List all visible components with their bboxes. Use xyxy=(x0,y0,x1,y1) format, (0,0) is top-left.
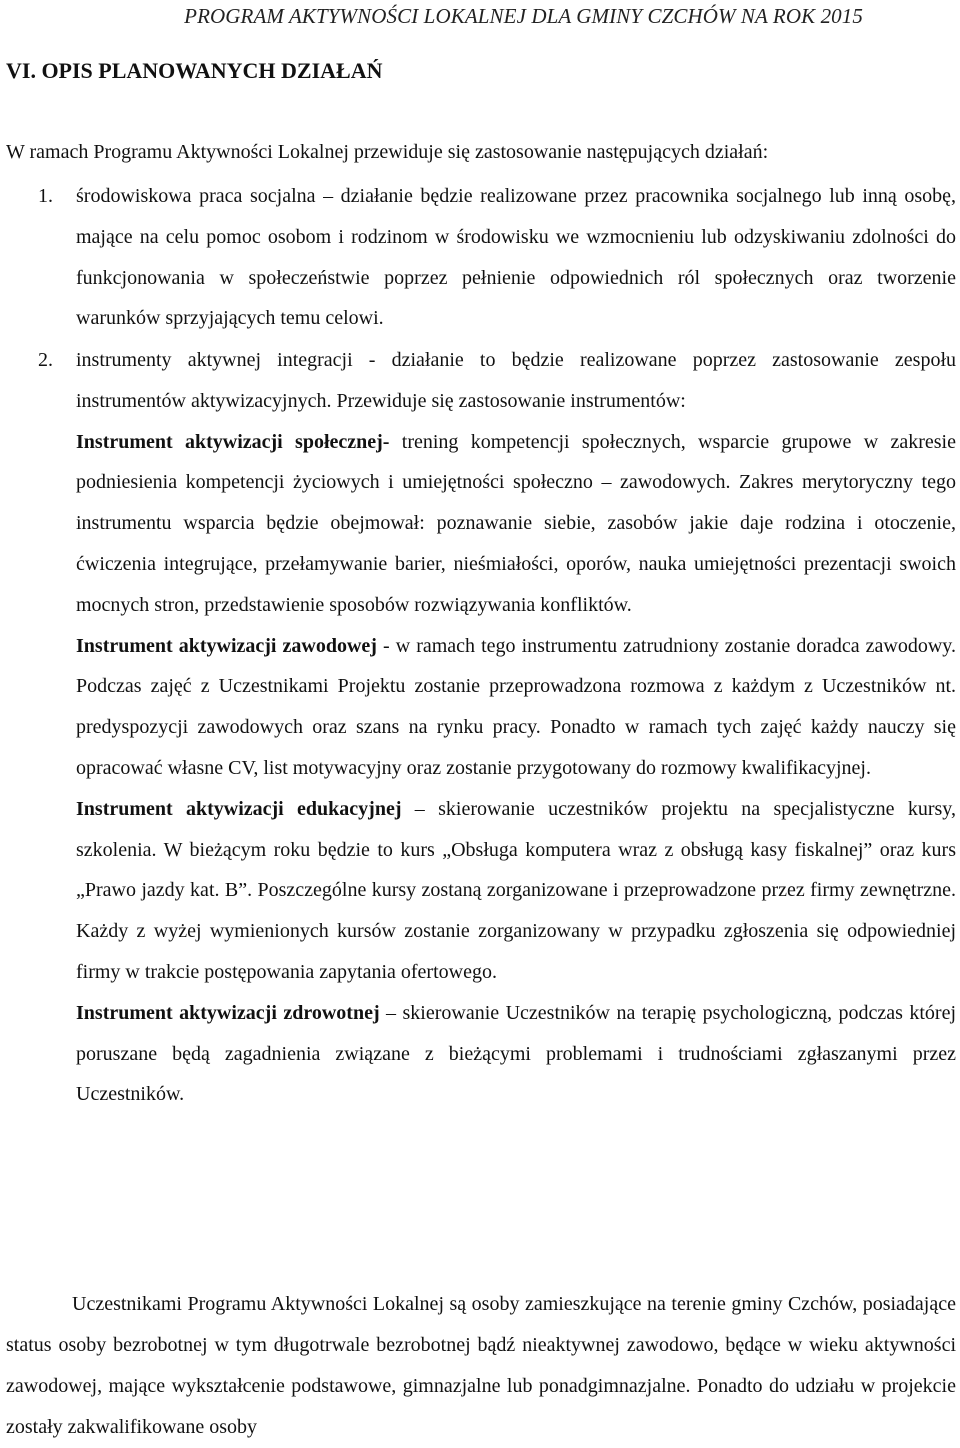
instrument-description: - w ramach tego instrumentu zatrudniony zostanie doradca zawodowy. Podczas zajęć z Uczestnikami Projektu zostanie przeprowadzona rozmowa z każdym z Uczestników nt. predyspozycji zawodowych oraz szans na rynku pracy. Ponadto w ramach tych zajęć każdy nauczy się opracować własne CV, list motywacyjny oraz zostanie przygotowany do rozmowy kwalifikacyjnej. xyxy=(76,634,956,779)
intro-paragraph: W ramach Programu Aktywności Lokalnej przewiduje się zastosowanie następujących działań: xyxy=(6,141,769,163)
instrument-name: Instrument aktywizacji zdrowotnej xyxy=(76,1001,380,1024)
running-header: PROGRAM AKTYWNOŚCI LOKALNEJ DLA GMINY CZCHÓW NA ROK 2015 xyxy=(184,4,863,28)
list-item-2 xyxy=(38,340,957,1115)
list-item-1-text: środowiskowa praca socjalna – działanie będzie realizowane przez pracownika socjalnego lub inną osobę, mające na celu pomoc osobom i rodzinom w środowisku we wzmocnieniu lub odzyskiwaniu zdolności do funkcjonowania w społeczeństwie poprzez pełnienie odpowiednich ról społecznych oraz tworzenie warunków sprzyjających temu celowi. xyxy=(76,185,956,330)
instrument-name: Instrument aktywizacji społecznej- xyxy=(76,430,390,453)
instrument-description: – skierowanie uczestników projektu na specjalistyczne kursy, szkolenia. W bieżącym roku będzie to kurs „Obsługa komputera wraz z obsługą kasy fiskalnej” oraz kurs „Prawo jazdy kat. B”. Poszczególne kursy zostaną zorganizowane i przeprowadzone przez firmy zewnętrzne. Każdy z wyżej wymienionych kursów zostanie zorganizowany w przypadku zgłoszenia się odpowiedniej firmy w trakcie postępowania zapytania ofertowego. xyxy=(76,797,957,983)
instrument-description: – skierowanie Uczestników na terapię psychologiczną, podczas której poruszane będą zagadnienia związane z bieżącymi problemami i trudnościami zgłaszanymi przez Uczestników. xyxy=(76,1001,957,1106)
list-item-1 xyxy=(38,176,956,339)
participants-paragraph xyxy=(6,1284,956,1448)
instrument-professional xyxy=(76,626,956,789)
list-item-2-text: instrumenty aktywnej integracji - działanie to będzie realizowane poprzez zastosowanie zespołu instrumentów aktywizacyjnych. Przewiduje się zastosowanie instrumentów: xyxy=(76,349,956,412)
instrument-educational xyxy=(76,789,956,993)
instrument-social xyxy=(76,422,956,626)
list-number-2: 2. xyxy=(38,349,53,371)
list-number-1: 1. xyxy=(38,185,53,207)
instrument-health xyxy=(76,993,956,1115)
section-title: VI. OPIS PLANOWANYCH DZIAŁAŃ xyxy=(6,58,383,83)
instrument-name: Instrument aktywizacji zawodowej xyxy=(76,634,377,657)
participants-text: Uczestnikami Programu Aktywności Lokalnej są osoby zamieszkujące na terenie gminy Czchów, posiadające status osoby bezrobotnej w tym długotrwale bezrobotnej bądź nieaktywnej zawodowo, będące w wieku aktywności zawodowej, mające wykształcenie podstawowe, gimnazjalne lub ponadgimnazjalne. Ponadto do udziału w projekcie zostały zakwalifikowane osoby xyxy=(6,1293,956,1438)
instrument-name: Instrument aktywizacji edukacyjnej xyxy=(76,797,402,820)
instrument-description: trening kompetencji społecznych, wsparcie grupowe w zakresie podniesienia kompetencji życiowych i umiejętności społeczno – zawodowych. Zakres merytoryczny tego instrumentu wsparcia będzie obejmował: poznawanie siebie, zasobów jakie daje rodzina i otoczenie, ćwiczenia integrujące, przełamywanie barier, nieśmiałości, oporów, nauka umiejętności prezentacji swoich mocnych stron, przedstawienie sposobów rozwiązywania konfliktów. xyxy=(76,430,956,616)
